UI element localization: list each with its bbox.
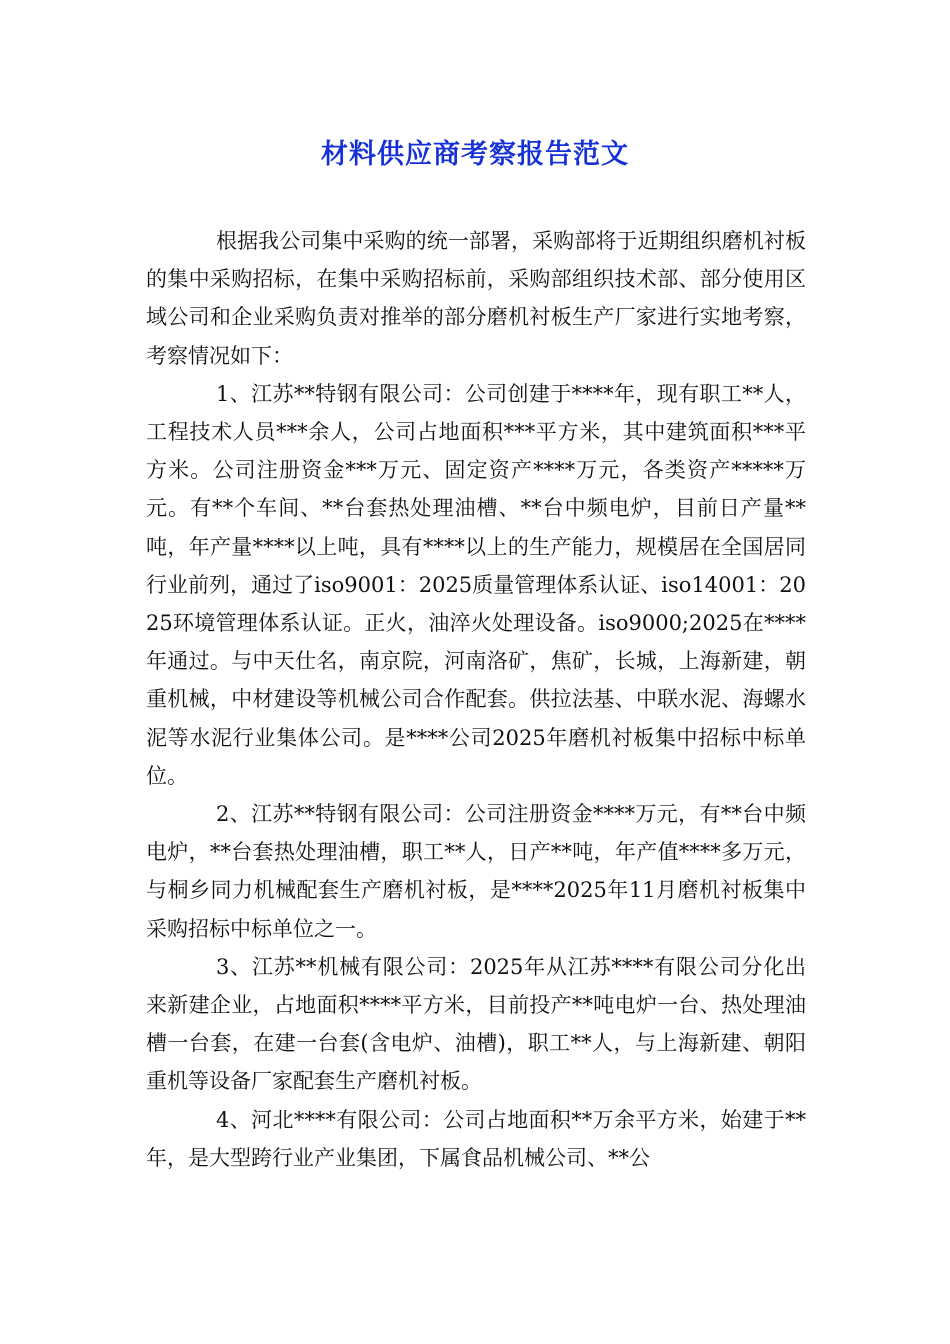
document-title: 材料供应商考察报告范文 bbox=[321, 139, 629, 170]
paragraph-intro: 根据我公司集中采购的统一部署，采购部将于近期组织磨机衬板的集中采购招标，在集中采购招标前，采购部组织技术部、部分使用区域公司和企业采购负责对推举的部分磨机衬板生产厂家进行实地考察，考察情况如下： bbox=[146, 229, 806, 368]
paragraph-supplier-2: 2、江苏**特钢有限公司：公司注册资金****万元，有**台中频电炉，**台套热处理油槽，职工**人，日产**吨，年产值****多万元，与桐乡同力机械配套生产磨机衬板，是****2025年11月磨机衬板集中采购招标中标单位之一。 bbox=[146, 802, 806, 941]
paragraph-supplier-3: 3、江苏**机械有限公司：2025年从江苏****有限公司分化出来新建企业，占地面积****平方米，目前投产**吨电炉一台、热处理油槽一台套，在建一台套(含电炉、油槽)，职工**人，与上海新建、朝阳重机等设备厂家配套生产磨机衬板。 bbox=[146, 954, 806, 1094]
paragraph-supplier-1: 1、江苏**特钢有限公司：公司创建于****年，现有职工**人，工程技术人员***余人，公司占地面积***平方米，其中建筑面积***平方米。公司注册资金***万元、固定资产****万元，各类资产*****万元。有**个车间、**台套热处理油槽、**台中频电炉，目前日产量**吨，年产量****以上吨，具有****以上的生产能力，规模居在全国居同行业前列，通过了iso9001：2025质量管理体系认证、iso14001：2025环境管理体系认证。正火，油淬火处理设备。iso9000;2025在****年通过。与中天仕名，南京院，河南洛矿，焦矿，长城，上海新建，朝重机械，中材建设等机械公司合作配套。供拉法基、中联水泥、海螺水泥等水泥行业集体公司。是****公司2025年磨机衬板集中招标中标单位。 bbox=[146, 381, 806, 788]
paragraph-supplier-4: 4、河北****有限公司：公司占地面积**万余平方米，始建于**年，是大型跨行业产业集团，下属食品机械公司、**公 bbox=[146, 1107, 806, 1170]
document-body bbox=[146, 222, 806, 1177]
